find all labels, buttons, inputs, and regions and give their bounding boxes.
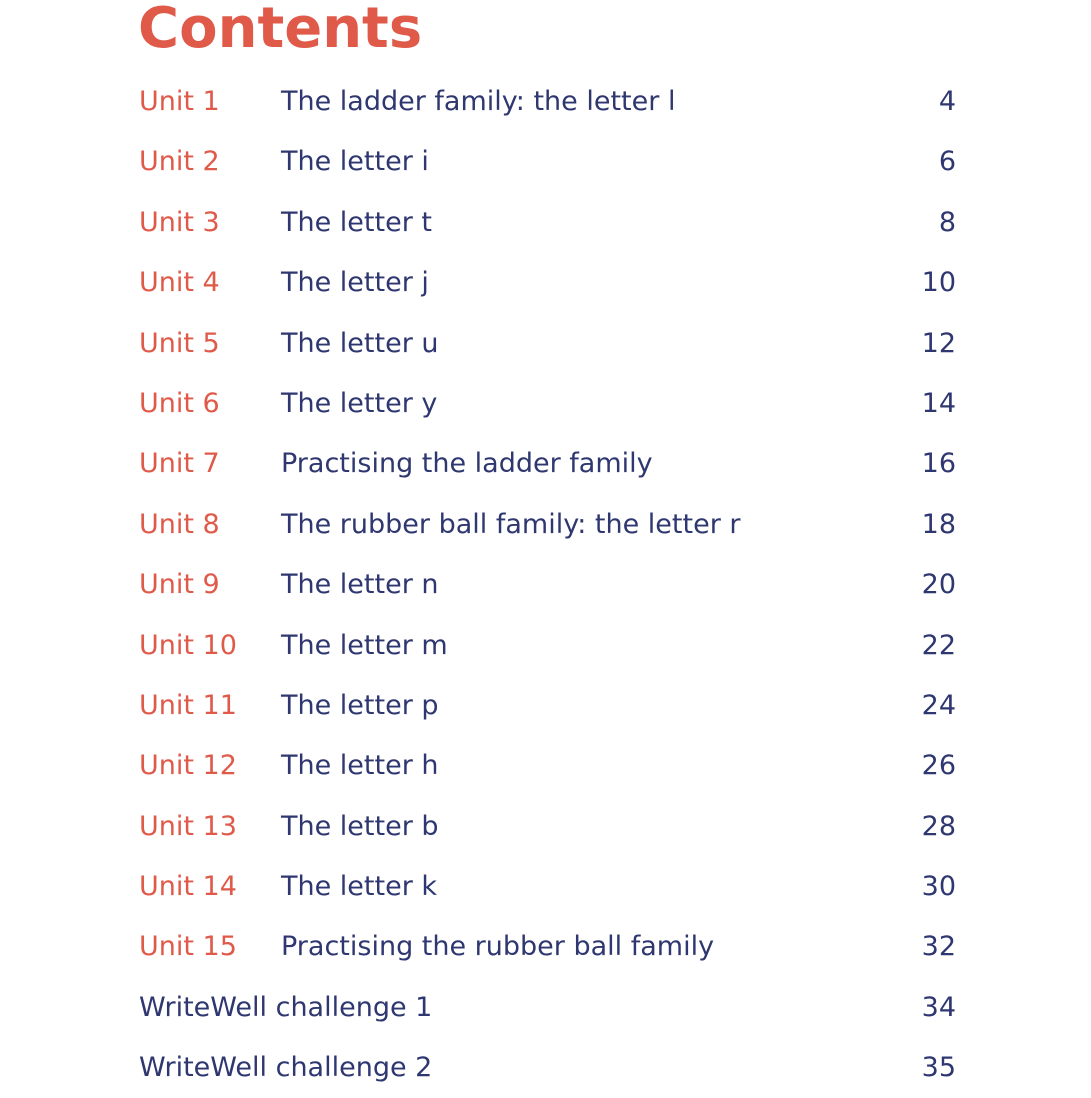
unit-topic: The letter b bbox=[281, 810, 439, 842]
unit-topic: The letter m bbox=[281, 629, 448, 661]
toc-row-unit-5[interactable] bbox=[0, 313, 1091, 373]
unit-label: Unit 10 bbox=[139, 629, 237, 661]
unit-topic: The letter n bbox=[281, 569, 439, 601]
toc-row-unit-15[interactable] bbox=[0, 916, 1091, 976]
unit-topic: The letter j bbox=[281, 267, 429, 299]
unit-topic: The letter u bbox=[281, 327, 439, 359]
unit-label: Unit 8 bbox=[139, 508, 220, 540]
toc-row-unit-3[interactable] bbox=[0, 192, 1091, 252]
unit-topic: The letter k bbox=[281, 871, 438, 903]
unit-label: Unit 6 bbox=[139, 387, 220, 419]
unit-topic: Practising the ladder family bbox=[281, 448, 653, 480]
unit-label: Unit 5 bbox=[139, 327, 220, 359]
unit-label: Unit 7 bbox=[139, 448, 220, 480]
table-of-contents bbox=[0, 71, 1091, 1098]
unit-label: Unit 13 bbox=[139, 810, 237, 842]
unit-topic: The letter p bbox=[281, 689, 439, 721]
page-number: 20 bbox=[921, 569, 956, 601]
page-number: 6 bbox=[938, 146, 956, 178]
unit-topic: The letter y bbox=[281, 387, 438, 419]
toc-row-unit-11[interactable] bbox=[0, 675, 1091, 735]
challenge-label: WriteWell challenge 2 bbox=[139, 1052, 433, 1084]
page-number: 18 bbox=[921, 508, 956, 540]
unit-topic: The rubber ball family: the letter r bbox=[281, 508, 741, 540]
toc-row-unit-7[interactable] bbox=[0, 433, 1091, 493]
page-number: 16 bbox=[921, 448, 956, 480]
unit-label: Unit 2 bbox=[139, 146, 220, 178]
unit-topic: The ladder family: the letter l bbox=[281, 86, 676, 117]
page-number: 10 bbox=[921, 267, 956, 299]
toc-row-unit-9[interactable] bbox=[0, 554, 1091, 614]
toc-row-unit-8[interactable] bbox=[0, 494, 1091, 554]
page-number: 8 bbox=[938, 206, 956, 238]
unit-label: Unit 3 bbox=[139, 206, 220, 238]
toc-row-unit-1[interactable] bbox=[0, 71, 1091, 131]
toc-row-challenge-2[interactable] bbox=[0, 1037, 1091, 1097]
page-number: 35 bbox=[921, 1052, 956, 1084]
unit-label: Unit 14 bbox=[139, 871, 237, 903]
toc-row-unit-2[interactable] bbox=[0, 131, 1091, 191]
unit-label: Unit 12 bbox=[139, 750, 237, 782]
toc-row-unit-4[interactable] bbox=[0, 252, 1091, 312]
page-number: 22 bbox=[921, 629, 956, 661]
unit-label: Unit 9 bbox=[139, 569, 220, 601]
unit-label: Unit 15 bbox=[139, 931, 237, 963]
unit-label: Unit 11 bbox=[139, 689, 237, 721]
page-number: 26 bbox=[921, 750, 956, 782]
page-number: 28 bbox=[921, 810, 956, 842]
toc-row-unit-10[interactable] bbox=[0, 615, 1091, 675]
page-number: 4 bbox=[938, 86, 956, 117]
page-number: 12 bbox=[921, 327, 956, 359]
page-title: Contents bbox=[138, 0, 423, 61]
toc-row-unit-13[interactable] bbox=[0, 796, 1091, 856]
unit-label: Unit 4 bbox=[139, 267, 220, 299]
toc-row-unit-12[interactable] bbox=[0, 735, 1091, 795]
unit-label: Unit 1 bbox=[139, 86, 220, 117]
unit-topic: Practising the rubber ball family bbox=[281, 931, 715, 963]
challenge-label: WriteWell challenge 1 bbox=[139, 991, 433, 1023]
page-number: 32 bbox=[921, 931, 956, 963]
toc-row-unit-14[interactable] bbox=[0, 856, 1091, 916]
unit-topic: The letter i bbox=[281, 146, 429, 178]
unit-topic: The letter h bbox=[281, 750, 439, 782]
page-number: 24 bbox=[921, 689, 956, 721]
page-number: 14 bbox=[921, 387, 956, 419]
toc-row-challenge-1[interactable] bbox=[0, 977, 1091, 1037]
page-number: 30 bbox=[921, 871, 956, 903]
toc-row-unit-6[interactable] bbox=[0, 373, 1091, 433]
page-number: 34 bbox=[921, 991, 956, 1023]
unit-topic: The letter t bbox=[281, 206, 432, 238]
